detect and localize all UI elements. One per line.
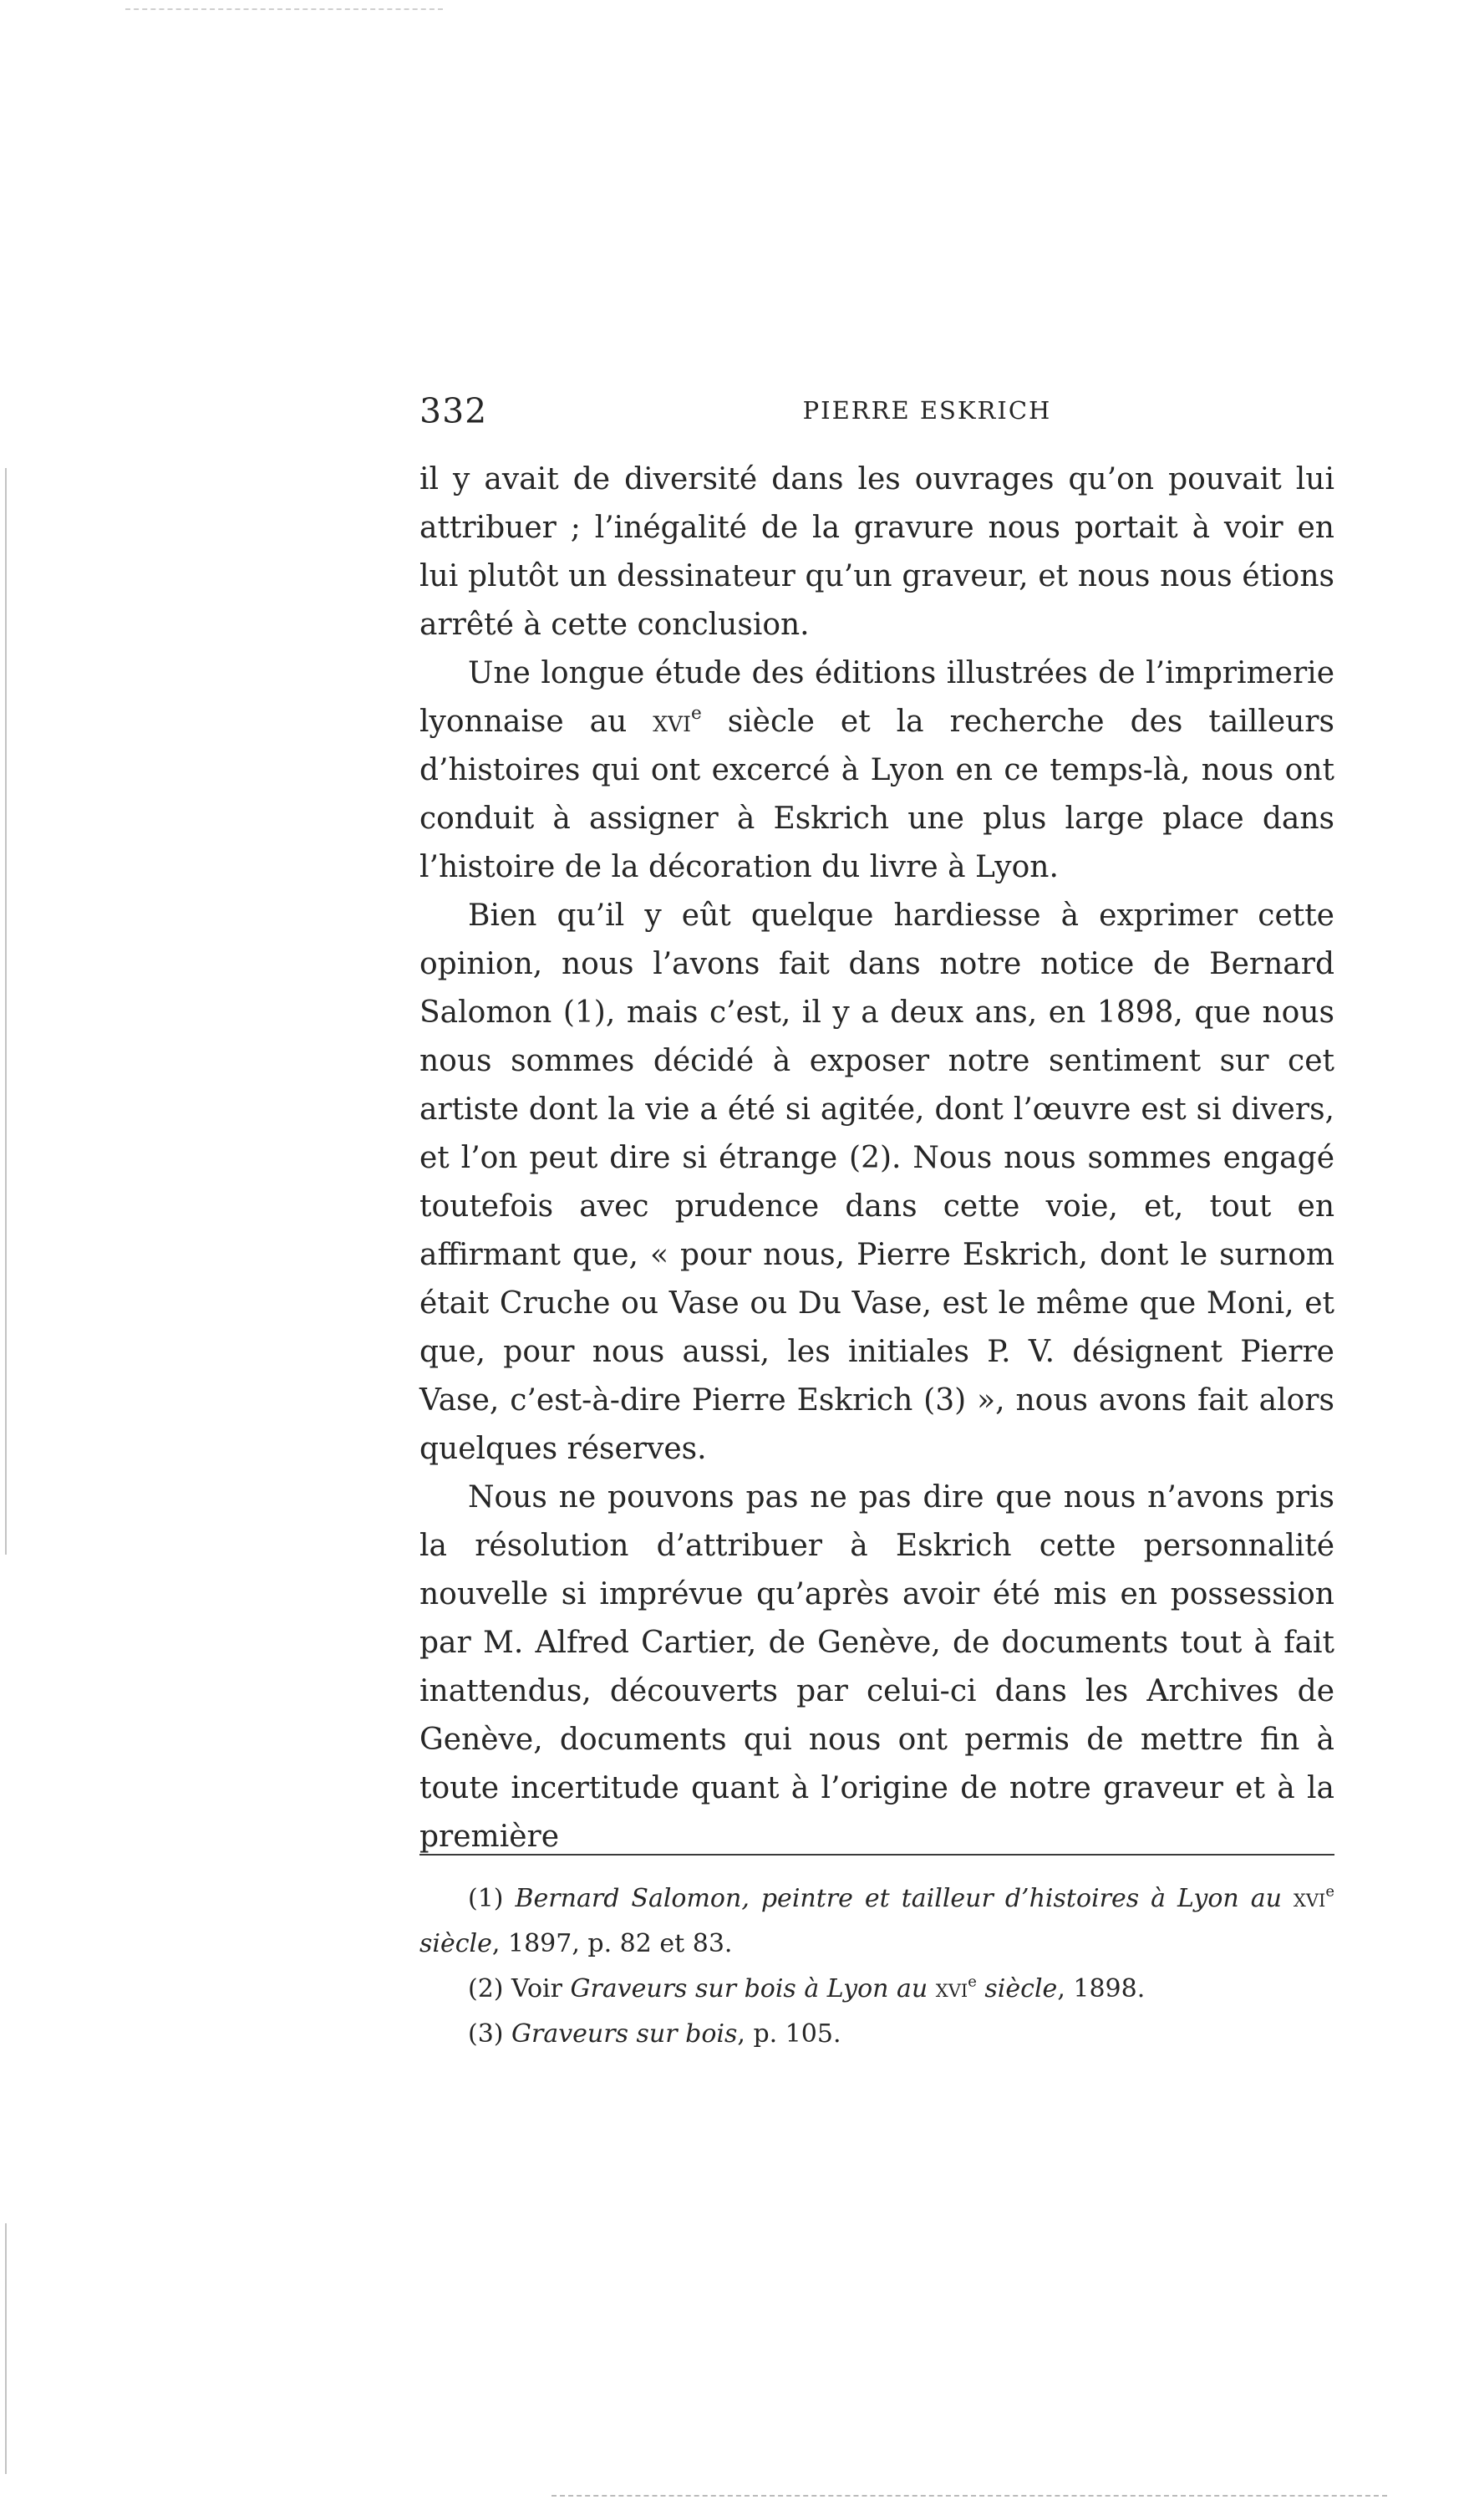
text-segment: Bien qu’il y eût quelque hardiesse à exprimer cette opinion, nous l’avons fait dans notre notice de Bernard Salomon (1), mais c’est, il y a deux ans, en 1898, que nous nous sommes décidé à exposer notre sentiment sur cet artiste dont la vie a été si agitée, dont l’œuvre est si divers, et l’on peut dire si étrange (2). Nous nous sommes engagé toutefois avec prudence dans cette voie, et, tout en affirmant que, « pour nous, Pierre Eskrich, dont le surnom était Cruche ou Vase ou Du Vase, est le même que Moni, et que, pour nous aussi, les initiales P. V. désignent Pierre Vase, c’est-à-dire Pierre Eskrich (3) », nous avons fait alors quelques réserves. xyxy=(419,899,1334,1466)
text-segment: (2) Voir xyxy=(468,1974,571,2003)
text-segment: e xyxy=(690,702,702,724)
text-segment: xvi xyxy=(1293,1884,1326,1913)
footnote xyxy=(419,2012,1334,2057)
footnote xyxy=(419,1876,1334,1967)
text-segment: , 1897, p. 82 et 83. xyxy=(491,1929,733,1958)
paragraph xyxy=(419,892,1334,1474)
text-segment: e xyxy=(968,1973,977,1991)
text-segment: , p. 105. xyxy=(737,2019,841,2049)
scan-edge-marks-bottom xyxy=(552,2495,1387,2500)
text-segment: , 1898. xyxy=(1057,1974,1146,2003)
text-segment: siècle xyxy=(419,1929,492,1958)
paragraph xyxy=(419,456,1334,649)
scan-edge-marks-top xyxy=(125,8,443,13)
text-segment: Bernard Salomon, peintre et tailleur d’histoires à Lyon au xyxy=(515,1884,1294,1913)
text-segment: Une longue étude des éditions illustrées de l’imprimerie lyonnaise au xyxy=(419,656,1334,739)
body-text xyxy=(419,456,1334,1861)
text-segment: (1) xyxy=(468,1884,516,1913)
text-segment: Graveurs sur bois xyxy=(511,2019,738,2049)
text-segment: (3) xyxy=(468,2019,512,2049)
running-title: PIERRE ESKRICH xyxy=(802,396,1052,425)
footnote xyxy=(419,1967,1334,2012)
paragraph xyxy=(419,649,1334,892)
scan-edge-line xyxy=(5,468,7,1555)
footnote-separator xyxy=(419,1854,1334,1856)
text-segment: siècle xyxy=(976,1974,1058,2003)
page-number: 332 xyxy=(419,391,488,431)
text-segment: il y avait de diversité dans les ouvrages qu’on pouvait lui attribuer ; l’inégalité de la gravure nous portait à voir en lui plutôt un dessinateur qu’un graveur, et nous nous étions arrêté à cette conclusion. xyxy=(419,462,1334,642)
paragraph xyxy=(419,1474,1334,1861)
footnotes xyxy=(419,1876,1334,2057)
text-segment: xvi xyxy=(653,705,691,739)
text-segment: Graveurs sur bois à Lyon au xyxy=(570,1974,936,2003)
text-segment: xvi xyxy=(935,1974,968,2003)
text-segment: e xyxy=(1325,1882,1334,1901)
text-segment: Nous ne pouvons pas ne pas dire que nous n’avons pris la résolution d’attribuer à Eskrich cette personnalité nouvelle si imprévue qu’après avoir été mis en possession par M. Alfred Cartier, de Genève, de documents tout à fait inattendus, découverts par celui-ci dans les Archives de Genève, documents qui nous ont permis de mettre fin à toute incertitude quant à l’origine de notre graveur et à la première xyxy=(419,1480,1334,1854)
page-header xyxy=(419,391,1334,441)
text-segment: siècle et la recherche des tailleurs d’histoires qui ont excercé à Lyon en ce temps-là, nous ont conduit à assigner à Eskrich une plus large place dans l’histoire de la décoration du livre à Lyon. xyxy=(419,705,1334,884)
scan-edge-line-lower xyxy=(5,2223,7,2474)
